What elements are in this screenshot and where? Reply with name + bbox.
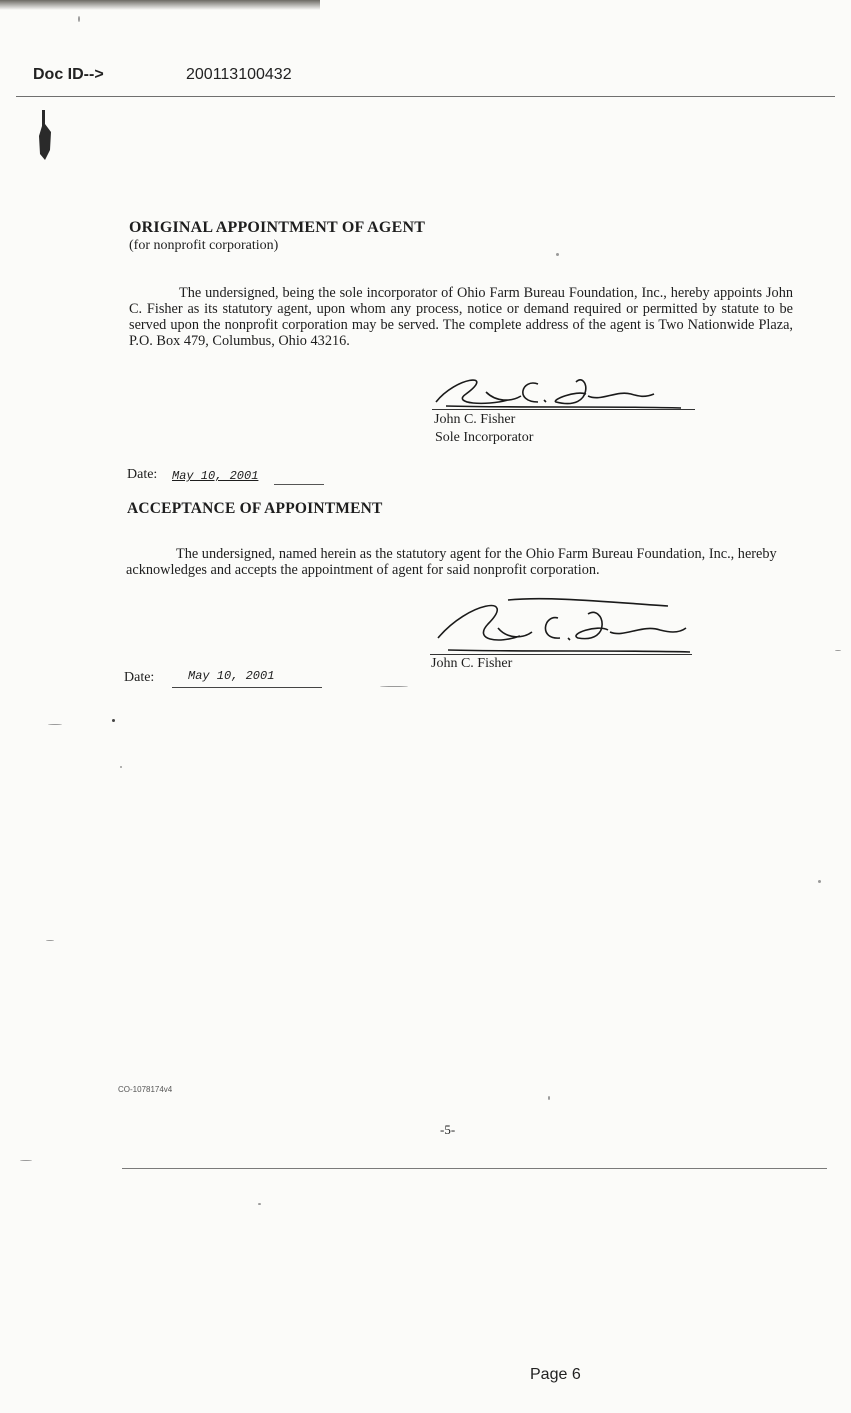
appointment-title: ORIGINAL APPOINTMENT OF AGENT: [129, 219, 426, 236]
document-reference: CO-1078174v4: [118, 1085, 173, 1094]
date-value: May 10, 2001: [188, 669, 275, 683]
date-label: Date:: [124, 670, 155, 685]
scan-speck: [380, 686, 408, 687]
acceptance-body-text: The undersigned, named herein as the statutory agent for the Ohio Farm Bureau Foundation, Inc., hereby acknowledges and accepts the appointment of agent for said nonprofit corporation.: [126, 546, 777, 578]
signature-john-fisher-1: [426, 372, 696, 414]
page-label: Page 6: [530, 1366, 581, 1383]
scan-speck: [48, 724, 62, 725]
appointment-body-text: The undersigned, being the sole incorporator of Ohio Farm Bureau Foundation, Inc., hereby appoints John C. Fisher as its statutory agent, upon whom any process, notice or demand required or permitted by statute to be served upon the nonprofit corporation may be served. The complete address of the agent is Two Nationwide Plaza, P.O. Box 479, Columbus, Ohio 43216.: [129, 285, 793, 349]
doc-id-label: Doc ID-->: [33, 66, 104, 83]
acceptance-title: ACCEPTANCE OF APPOINTMENT: [127, 500, 383, 517]
scan-speck: [258, 1203, 261, 1205]
scan-speck: [548, 1096, 550, 1100]
signer-role: Sole Incorporator: [435, 430, 534, 445]
scan-speck: [120, 766, 122, 768]
appointment-body: [129, 285, 793, 349]
scan-speck: [556, 253, 559, 256]
signer-name: John C. Fisher: [434, 412, 516, 427]
page-number: -5-: [440, 1122, 456, 1137]
signature-john-fisher-2: [428, 594, 698, 656]
scan-speck: [78, 16, 80, 22]
date-line: [274, 484, 324, 485]
date-value: May 10, 2001: [172, 469, 259, 483]
signature-line: [430, 654, 692, 655]
signer-name: John C. Fisher: [431, 656, 513, 671]
scan-speck: [46, 940, 54, 941]
acceptance-body: [126, 546, 786, 578]
signature-line: [432, 409, 695, 410]
hole-punch-mark: [36, 110, 56, 162]
header-divider: [16, 96, 835, 97]
scan-speck: [835, 650, 841, 651]
scan-speck: [112, 719, 115, 722]
footer-divider: [122, 1168, 827, 1169]
scan-edge-shadow: [0, 0, 320, 10]
scan-speck: [20, 1160, 32, 1161]
appointment-subtitle: (for nonprofit corporation): [129, 238, 279, 253]
scan-speck: [818, 880, 821, 883]
doc-id-value: 200113100432: [186, 66, 292, 83]
date-line: [172, 687, 322, 688]
date-label: Date:: [127, 467, 158, 482]
